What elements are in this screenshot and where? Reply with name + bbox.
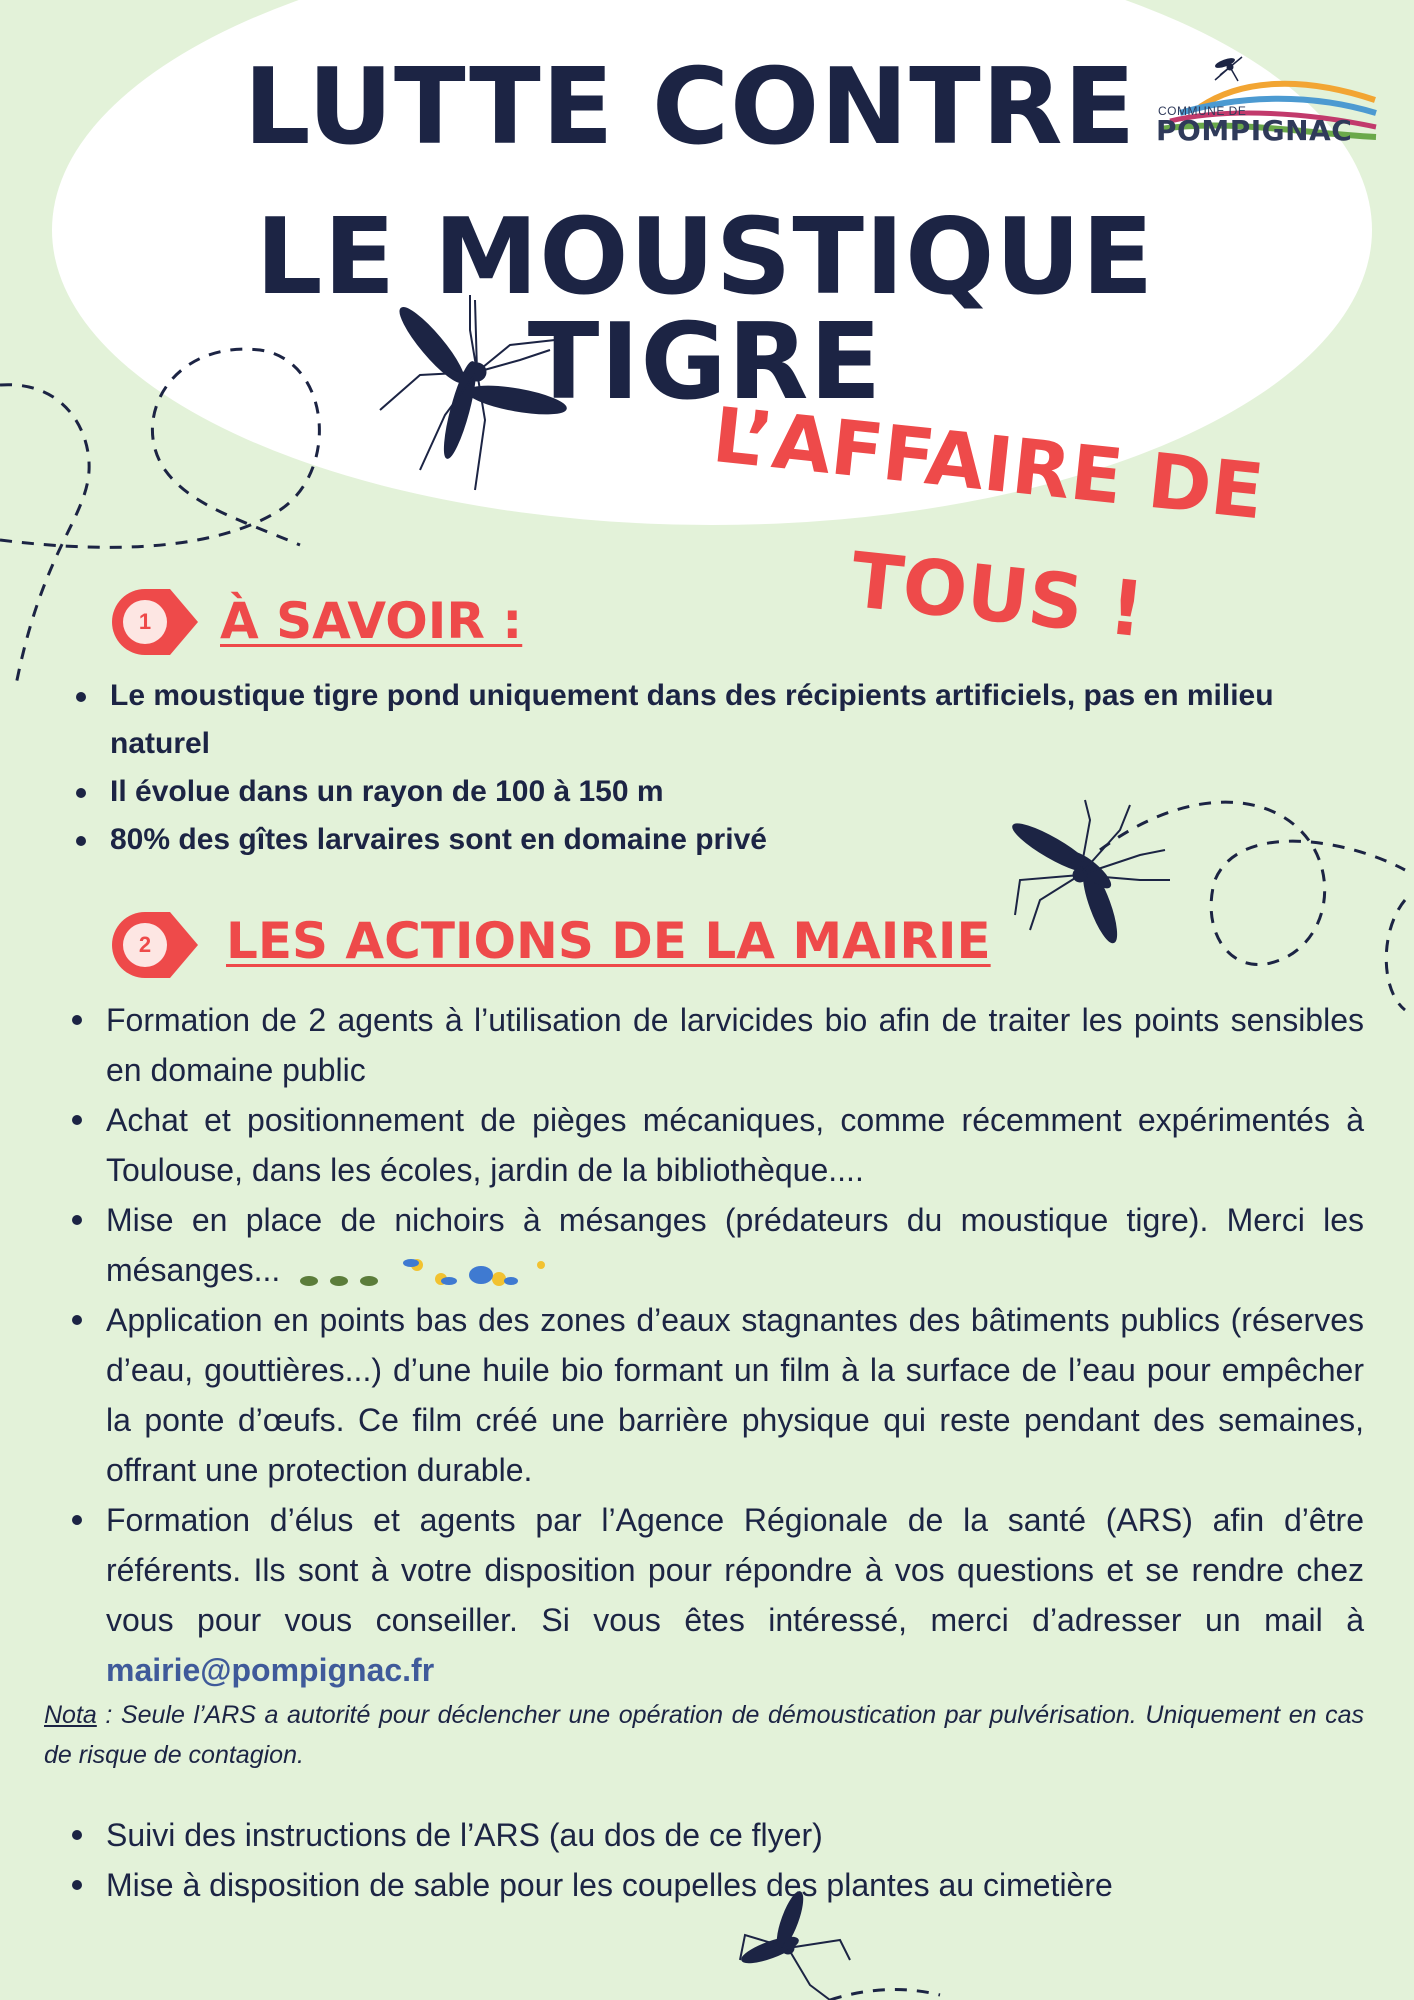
list-item: [68, 1195, 1364, 1295]
tagline-line-1: L’AFFAIRE DE: [708, 390, 1268, 537]
nota-label: Nota: [44, 1701, 97, 1729]
nota-text: : Seule l’ARS a autorité pour déclencher une opération de démoustication par pulvérisation. Uniquement en cas de risque de contagion.: [44, 1701, 1364, 1769]
list-item: Suivi des instructions de l’ARS (au dos de ce flyer): [68, 1810, 1364, 1860]
list-item: 80% des gîtes larvaires sont en domaine privé: [72, 816, 1362, 864]
section-1-list: [72, 672, 1362, 864]
list-item: Le moustique tigre pond uniquement dans des récipients artificiels, pas en milieu naturel: [72, 672, 1362, 768]
list-item: Achat et positionnement de pièges mécaniques, comme récemment expérimentés à Toulouse, dans les écoles, jardin de la bibliothèque....: [68, 1095, 1364, 1195]
title-line-2: LE MOUSTIQUE TIGRE: [255, 196, 1155, 423]
nota-note: [44, 1695, 1364, 1775]
birds-icon: [289, 1251, 559, 1295]
section-2-list: [68, 995, 1364, 1695]
title-line-1: LUTTE CONTRE: [243, 46, 1137, 168]
email-link[interactable]: mairie@pompignac.fr: [106, 1652, 435, 1688]
list-item-text: Mise en place de nichoirs à mésanges (prédateurs du moustique tigre). Merci les mésanges...: [106, 1202, 1364, 1288]
list-item-text: Formation d’élus et agents par l’Agence Régionale de la santé (ARS) afin d’être référents. Ils sont à votre disposition pour répondre à vos questions et se rendre chez vous pour vous conseiller. Si vous êtes intéressé, merci d’adresser un mail à: [106, 1502, 1364, 1638]
list-item: Il évolue dans un rayon de 100 à 150 m: [72, 768, 1362, 816]
list-item: Mise à disposition de sable pour les coupelles des plantes au cimetière: [68, 1860, 1364, 1910]
tagline-line-2: TOUS !: [846, 535, 1149, 655]
list-item: Application en points bas des zones d’eaux stagnantes des bâtiments publics (réserves d’eau, gouttières...) d’une huile bio formant un film à la surface de l’eau pour empêcher la ponte d’œufs. Ce film créé une barrière physique qui reste pendant des semaines, offrant une protection durable.: [68, 1295, 1364, 1495]
section-2-title: LES ACTIONS DE LA MAIRIE: [226, 912, 991, 970]
flight-path-bottom: [830, 1990, 940, 2000]
logo-name: POMPIGNAC: [1156, 114, 1353, 147]
section-1-title: À SAVOIR :: [220, 592, 523, 650]
section-2-extra-list: [68, 1810, 1364, 1910]
section-1-number: 1: [138, 609, 152, 634]
list-item: Formation de 2 agents à l’utilisation de larvicides bio afin de traiter les points sensibles en domaine public: [68, 995, 1364, 1095]
section-2-number: 2: [138, 932, 152, 957]
list-item: [68, 1495, 1364, 1695]
logo-subtitle: COMMUNE DE: [1158, 104, 1247, 118]
